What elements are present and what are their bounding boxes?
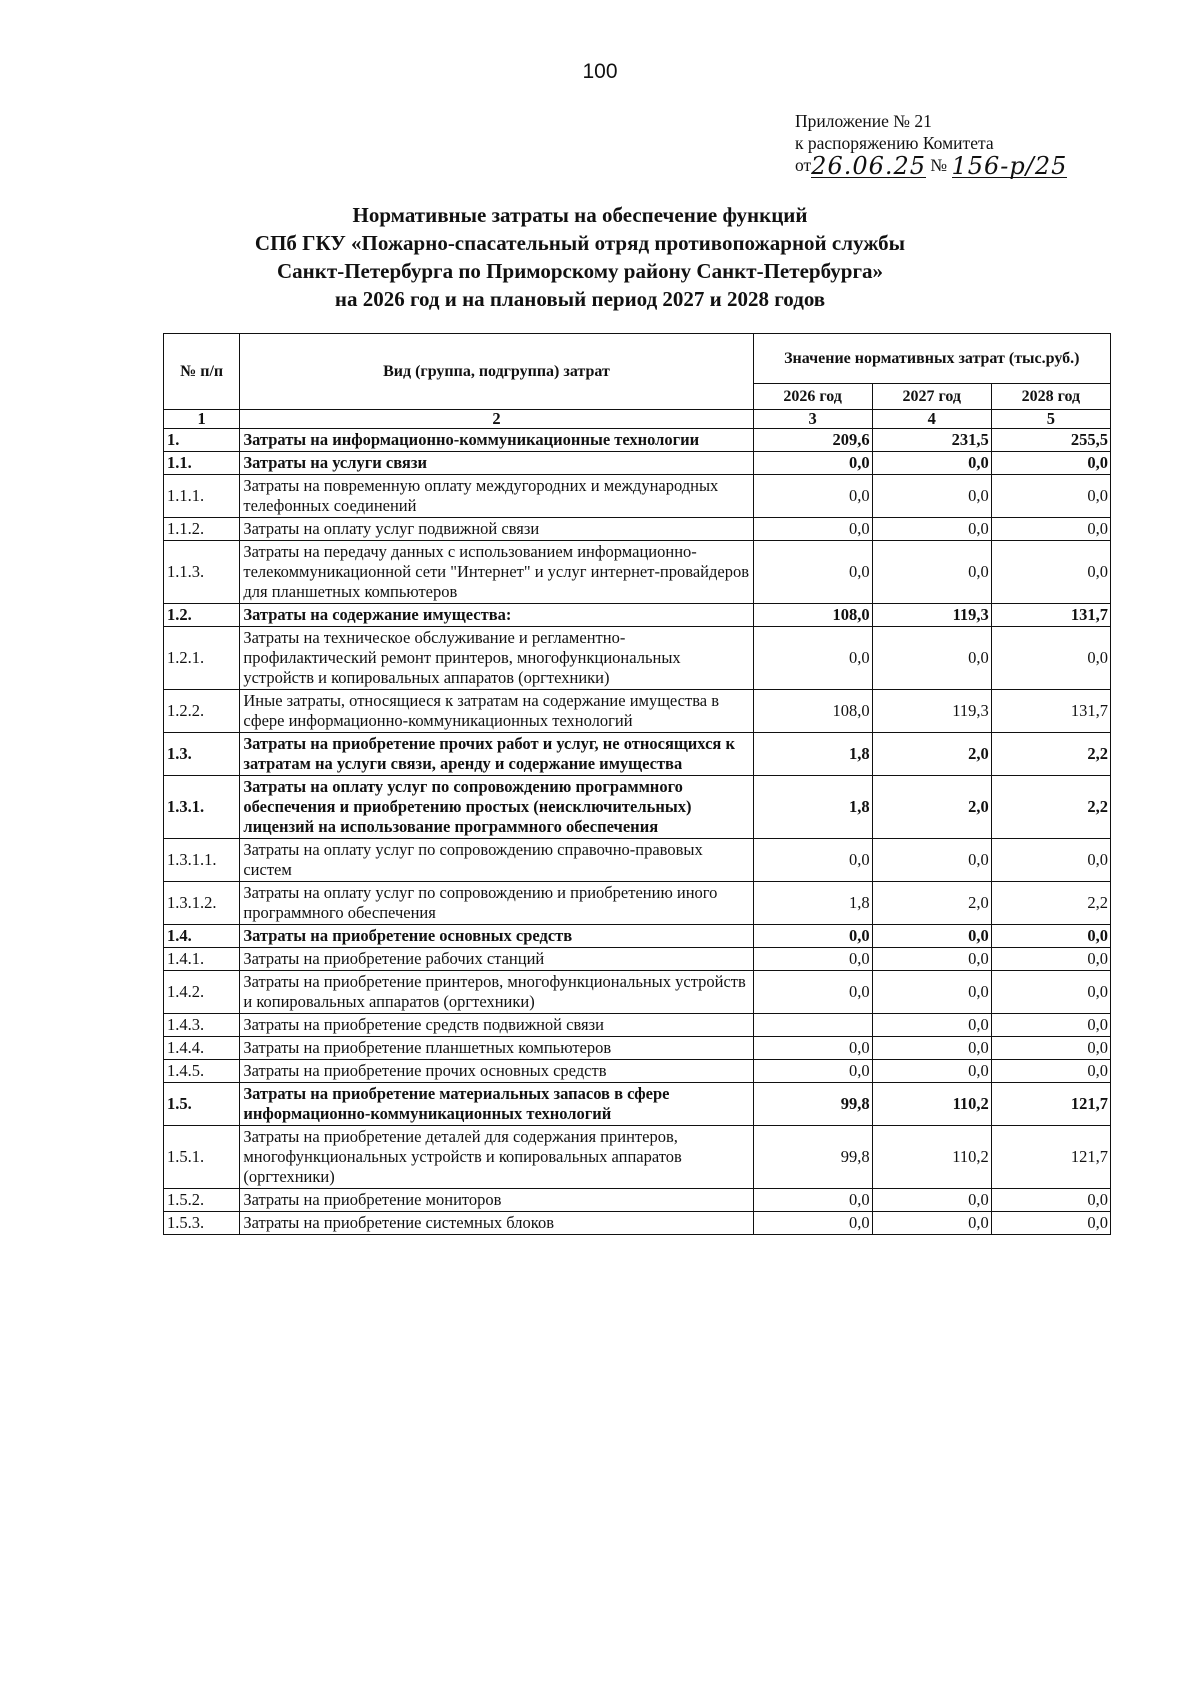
title-line-2: СПб ГКУ «Пожарно-спасательный отряд противопожарной службы	[254, 231, 906, 255]
appendix-date: 26.06.25	[811, 152, 927, 181]
row-number: 1.4.2.	[164, 971, 240, 1014]
row-number: 1.5.	[164, 1083, 240, 1126]
row-value-2027: 0,0	[872, 971, 991, 1014]
row-cost-name: Затраты на оплату услуг по сопровождению справочно-правовых систем	[240, 839, 753, 882]
table-row	[164, 518, 1111, 541]
row-value-2028: 131,7	[991, 690, 1110, 733]
row-value-2026: 0,0	[753, 541, 872, 604]
title-line-3: Санкт-Петербурга по Приморскому району Санкт-Петербурга»	[277, 259, 883, 283]
row-cost-name: Затраты на техническое обслуживание и регламентно-профилактический ремонт принтеров, многофункциональных устройств и копировальных аппаратов (оргтехники)	[240, 627, 753, 690]
row-value-2028: 0,0	[991, 541, 1110, 604]
row-cost-name: Затраты на приобретение материальных запасов в сфере информационно-коммуникационных технологий	[240, 1083, 753, 1126]
row-value-2026: 0,0	[753, 475, 872, 518]
row-number: 1.5.2.	[164, 1189, 240, 1212]
row-value-2027: 119,3	[872, 690, 991, 733]
row-cost-name: Затраты на содержание имущества:	[240, 604, 753, 627]
row-value-2028: 0,0	[991, 948, 1110, 971]
row-number: 1.2.2.	[164, 690, 240, 733]
row-value-2028: 0,0	[991, 1189, 1110, 1212]
table-row	[164, 948, 1111, 971]
row-value-2026: 0,0	[753, 1060, 872, 1083]
table-row	[164, 1189, 1111, 1212]
row-value-2028: 121,7	[991, 1083, 1110, 1126]
row-value-2027: 0,0	[872, 518, 991, 541]
row-value-2028: 0,0	[991, 1037, 1110, 1060]
appendix-date-line	[795, 152, 1155, 181]
row-cost-name: Затраты на приобретение мониторов	[240, 1189, 753, 1212]
row-value-2028: 0,0	[991, 452, 1110, 475]
row-value-2026: 0,0	[753, 839, 872, 882]
row-value-2028: 0,0	[991, 1060, 1110, 1083]
row-value-2026: 1,8	[753, 733, 872, 776]
table-row	[164, 1083, 1111, 1126]
appendix-title: Приложение № 21	[795, 111, 932, 131]
document-title	[150, 201, 1010, 313]
row-value-2026: 0,0	[753, 1189, 872, 1212]
header-2027: 2027 год	[872, 384, 991, 410]
row-value-2027: 0,0	[872, 839, 991, 882]
table-row	[164, 604, 1111, 627]
row-cost-name: Затраты на повременную оплату междугородних и международных телефонных соединений	[240, 475, 753, 518]
row-number: 1.1.	[164, 452, 240, 475]
row-value-2027: 0,0	[872, 948, 991, 971]
table-row	[164, 839, 1111, 882]
row-value-2027: 119,3	[872, 604, 991, 627]
header-values-group: Значение нормативных затрат (тыс.руб.)	[753, 334, 1110, 384]
row-value-2027: 0,0	[872, 925, 991, 948]
row-value-2027: 0,0	[872, 541, 991, 604]
row-value-2026: 99,8	[753, 1083, 872, 1126]
row-value-2026: 1,8	[753, 776, 872, 839]
row-value-2027: 231,5	[872, 429, 991, 452]
row-value-2027: 0,0	[872, 1189, 991, 1212]
cost-table	[163, 333, 1111, 1235]
table-row	[164, 971, 1111, 1014]
row-value-2027: 0,0	[872, 627, 991, 690]
row-cost-name: Затраты на оплату услуг по сопровождению и приобретению иного программного обеспечения	[240, 882, 753, 925]
row-value-2027: 2,0	[872, 733, 991, 776]
row-number: 1.2.	[164, 604, 240, 627]
table-row	[164, 776, 1111, 839]
table-row	[164, 733, 1111, 776]
row-cost-name: Затраты на приобретение средств подвижной связи	[240, 1014, 753, 1037]
row-value-2027: 0,0	[872, 452, 991, 475]
row-number: 1.4.4.	[164, 1037, 240, 1060]
row-value-2026: 108,0	[753, 690, 872, 733]
row-value-2028: 2,2	[991, 776, 1110, 839]
appendix-date-prefix: от	[795, 155, 812, 175]
row-value-2028: 0,0	[991, 839, 1110, 882]
row-value-2026: 1,8	[753, 882, 872, 925]
row-number: 1.	[164, 429, 240, 452]
header-num: № п/п	[164, 334, 240, 410]
table-row	[164, 627, 1111, 690]
row-value-2027: 0,0	[872, 1060, 991, 1083]
row-cost-name: Затраты на приобретение рабочих станций	[240, 948, 753, 971]
table-row	[164, 475, 1111, 518]
row-number: 1.5.3.	[164, 1212, 240, 1235]
row-cost-name: Иные затраты, относящиеся к затратам на содержание имущества в сфере информационно-коммуникационных технологий	[240, 690, 753, 733]
row-value-2026: 108,0	[753, 604, 872, 627]
row-value-2026: 0,0	[753, 518, 872, 541]
row-value-2027: 0,0	[872, 1212, 991, 1235]
appendix-number-sign: №	[930, 155, 948, 175]
row-cost-name: Затраты на приобретение планшетных компьютеров	[240, 1037, 753, 1060]
column-index: 4	[872, 410, 991, 429]
row-value-2026: 0,0	[753, 1212, 872, 1235]
row-number: 1.4.1.	[164, 948, 240, 971]
row-value-2028: 0,0	[991, 627, 1110, 690]
row-number: 1.2.1.	[164, 627, 240, 690]
table-row	[164, 429, 1111, 452]
row-value-2027: 0,0	[872, 1037, 991, 1060]
row-value-2027: 2,0	[872, 882, 991, 925]
row-cost-name: Затраты на приобретение принтеров, многофункциональных устройств и копировальных аппаратов (оргтехники)	[240, 971, 753, 1014]
column-index-row	[164, 410, 1111, 429]
row-value-2026: 0,0	[753, 948, 872, 971]
row-value-2028: 0,0	[991, 475, 1110, 518]
row-value-2026: 209,6	[753, 429, 872, 452]
row-number: 1.4.5.	[164, 1060, 240, 1083]
row-value-2026: 99,8	[753, 1126, 872, 1189]
row-value-2028: 0,0	[991, 1014, 1110, 1037]
row-value-2028: 255,5	[991, 429, 1110, 452]
row-value-2028: 121,7	[991, 1126, 1110, 1189]
table-row	[164, 1014, 1111, 1037]
row-number: 1.4.3.	[164, 1014, 240, 1037]
row-cost-name: Затраты на приобретение основных средств	[240, 925, 753, 948]
row-value-2026	[753, 1014, 872, 1037]
row-number: 1.1.3.	[164, 541, 240, 604]
header-2026: 2026 год	[753, 384, 872, 410]
row-value-2028: 0,0	[991, 971, 1110, 1014]
row-value-2028: 2,2	[991, 882, 1110, 925]
table-row	[164, 541, 1111, 604]
appendix-order: к распоряжению Комитета	[795, 133, 994, 153]
row-number: 1.3.	[164, 733, 240, 776]
row-value-2027: 2,0	[872, 776, 991, 839]
row-value-2027: 0,0	[872, 1014, 991, 1037]
row-value-2027: 110,2	[872, 1083, 991, 1126]
appendix-block	[795, 110, 1155, 181]
row-value-2028: 0,0	[991, 518, 1110, 541]
table-row	[164, 882, 1111, 925]
cost-table-body	[164, 429, 1111, 1235]
row-cost-name: Затраты на приобретение прочих основных средств	[240, 1060, 753, 1083]
header-name: Вид (группа, подгруппа) затрат	[240, 334, 753, 410]
row-number: 1.1.1.	[164, 475, 240, 518]
table-row	[164, 690, 1111, 733]
row-value-2028: 2,2	[991, 733, 1110, 776]
column-index: 3	[753, 410, 872, 429]
row-cost-name: Затраты на передачу данных с использованием информационно-телекоммуникационной сети "Интернет" и услуг интернет-провайдеров для планшетных компьютеров	[240, 541, 753, 604]
column-index: 1	[164, 410, 240, 429]
row-value-2028: 0,0	[991, 1212, 1110, 1235]
row-value-2027: 110,2	[872, 1126, 991, 1189]
table-row	[164, 925, 1111, 948]
table-row	[164, 1037, 1111, 1060]
appendix-number: 156-р/25	[951, 152, 1068, 181]
table-row	[164, 1060, 1111, 1083]
row-value-2026: 0,0	[753, 1037, 872, 1060]
row-value-2026: 0,0	[753, 971, 872, 1014]
table-row	[164, 1212, 1111, 1235]
row-cost-name: Затраты на приобретение системных блоков	[240, 1212, 753, 1235]
column-index: 5	[991, 410, 1110, 429]
header-2028: 2028 год	[991, 384, 1110, 410]
title-line-1: Нормативные затраты на обеспечение функций	[352, 203, 808, 227]
table-row	[164, 1126, 1111, 1189]
row-number: 1.3.1.	[164, 776, 240, 839]
row-value-2028: 0,0	[991, 925, 1110, 948]
row-cost-name: Затраты на оплату услуг подвижной связи	[240, 518, 753, 541]
cost-table-wrapper	[163, 333, 1111, 1235]
page-number: 100	[582, 60, 618, 83]
title-line-4: на 2026 год и на плановый период 2027 и 2028 годов	[334, 287, 826, 311]
row-number: 1.3.1.1.	[164, 839, 240, 882]
row-value-2028: 131,7	[991, 604, 1110, 627]
row-value-2027: 0,0	[872, 475, 991, 518]
row-value-2026: 0,0	[753, 627, 872, 690]
table-row	[164, 452, 1111, 475]
row-value-2026: 0,0	[753, 925, 872, 948]
row-number: 1.4.	[164, 925, 240, 948]
row-number: 1.1.2.	[164, 518, 240, 541]
row-cost-name: Затраты на информационно-коммуникационные технологии	[240, 429, 753, 452]
row-cost-name: Затраты на приобретение деталей для содержания принтеров, многофункциональных устройств и копировальных аппаратов (оргтехники)	[240, 1126, 753, 1189]
row-number: 1.3.1.2.	[164, 882, 240, 925]
column-index: 2	[240, 410, 753, 429]
row-cost-name: Затраты на услуги связи	[240, 452, 753, 475]
row-number: 1.5.1.	[164, 1126, 240, 1189]
row-cost-name: Затраты на оплату услуг по сопровождению программного обеспечения и приобретению простых (неисключительных) лицензий на использование программного обеспечения	[240, 776, 753, 839]
row-value-2026: 0,0	[753, 452, 872, 475]
row-cost-name: Затраты на приобретение прочих работ и услуг, не относящихся к затратам на услуги связи, аренду и содержание имущества	[240, 733, 753, 776]
